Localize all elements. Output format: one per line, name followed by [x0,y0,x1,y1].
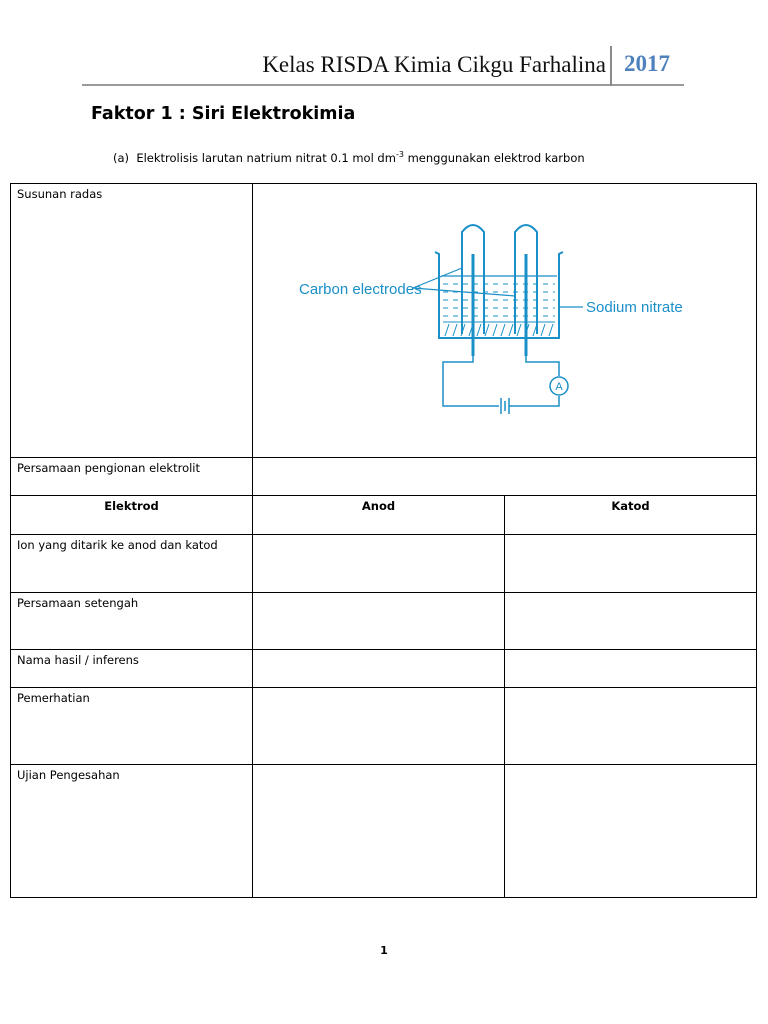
row-label: Ion yang ditarik ke anod dan katod [11,535,253,593]
table-row [11,765,757,898]
question-marker: (a) [113,150,130,165]
question-text-end: menggunakan elektrod karbon [403,150,585,165]
ionization-label: Persamaan pengionan elektrolit [11,458,253,496]
solution-dashes [443,284,555,316]
row-label: Persamaan setengah [11,593,253,650]
cathode-answer-cell[interactable] [505,765,757,898]
cathode-answer-cell[interactable] [505,650,757,688]
anode-answer-cell[interactable] [253,688,505,765]
table-row [11,650,757,688]
wire-right [526,356,559,376]
label-sodium-nitrate: Sodium nitrate [586,299,683,316]
cathode-answer-cell[interactable] [505,535,757,593]
apparatus-label: Susunan radas [11,184,253,458]
header-anod: Anod [253,496,505,535]
anode-answer-cell[interactable] [253,765,505,898]
ionization-row [11,458,757,496]
wire-left [443,356,499,406]
ionization-answer-cell[interactable] [253,458,757,496]
electrolysis-diagram [253,184,755,454]
anode-answer-cell[interactable] [253,535,505,593]
unit-superscript: -3 [395,150,404,159]
header-divider [610,46,612,86]
cathode-answer-cell[interactable] [505,593,757,650]
apparatus-diagram-cell [253,184,757,458]
section-title: Faktor 1 : Siri Elektrokimia [91,104,356,124]
apparatus-row [11,184,757,458]
table-row [11,593,757,650]
ammeter-label: A [555,381,563,393]
wire-bottom-right [509,396,559,406]
question-text: Elektrolisis larutan natrium nitrat 0.1 mol dm [136,150,396,165]
worksheet-table [10,183,757,898]
header-katod: Katod [505,496,757,535]
row-label: Pemerhatian [11,688,253,765]
page-header [82,46,684,86]
question-subtitle [113,150,585,165]
column-header-row [11,496,757,535]
header-elektrod: Elektrod [11,496,253,535]
table-row [11,688,757,765]
label-carbon-electrodes: Carbon electrodes [299,281,422,298]
anode-answer-cell[interactable] [253,650,505,688]
header-title: Kelas RISDA Kimia Cikgu Farhalina [262,52,606,77]
row-label: Nama hasil / inferens [11,650,253,688]
page-number: 1 [380,944,388,957]
row-label: Ujian Pengesahan [11,765,253,898]
cathode-answer-cell[interactable] [505,688,757,765]
beaker-base-hatch [443,322,555,336]
header-year: 2017 [624,51,670,76]
anode-answer-cell[interactable] [253,593,505,650]
table-row [11,535,757,593]
